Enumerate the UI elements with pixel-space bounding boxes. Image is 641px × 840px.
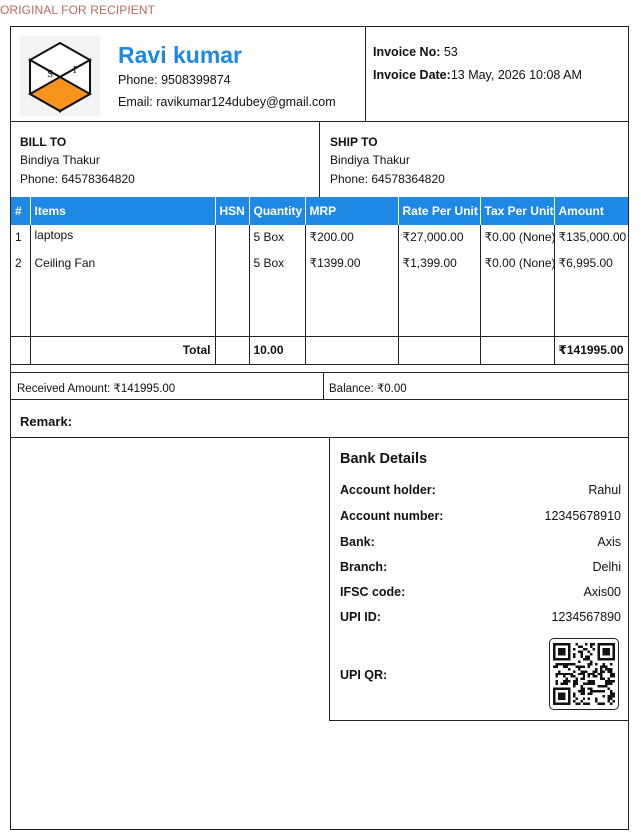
logo-letter-s: S (47, 70, 54, 80)
business-phone (118, 73, 231, 87)
row-hsn (215, 252, 249, 336)
ship-to-phone-value: 64578364820 (371, 172, 445, 186)
bank-details-title: Bank Details (340, 451, 428, 467)
invoice-date-value: 13 May, 2026 10:08 AM (450, 68, 582, 82)
row-amount: ₹135,000.00 (558, 230, 627, 244)
table-row (11, 225, 628, 252)
upi-qr-label: UPI QR: (340, 668, 388, 682)
col-header-rate: Rate Per Unit (398, 197, 480, 225)
row-item: Ceiling Fan (30, 252, 215, 336)
row-mrp: ₹200.00 (305, 225, 398, 252)
bill-to-name: Bindiya Thakur (20, 153, 100, 167)
bank-row-value: Rahul (588, 483, 621, 497)
total-rate-cell (398, 336, 480, 364)
remark-section (11, 400, 628, 438)
col-header-items: Items (30, 197, 215, 225)
ship-to-section (320, 122, 628, 197)
row-tax: ₹0.00 (None) (480, 252, 554, 336)
items-table (11, 197, 628, 365)
row-item: laptops (30, 225, 215, 252)
upi-qr-code (549, 638, 619, 710)
row-rate: ₹1,399.00 (398, 252, 480, 336)
bill-to-title: BILL TO (20, 135, 67, 149)
qr-code-icon (553, 642, 615, 706)
bank-row-value: Delhi (592, 560, 621, 574)
bank-row-value: Axis (597, 535, 621, 549)
invoice-document (10, 26, 629, 830)
bank-row-label: Branch: (340, 560, 388, 574)
header-divider (365, 27, 366, 121)
total-tax-cell (480, 336, 554, 364)
bill-to-section (11, 122, 320, 197)
logo-letter-i: I (73, 66, 77, 76)
table-row (11, 252, 628, 336)
ship-to-phone-label: Phone: (330, 172, 372, 186)
bill-to-phone (20, 172, 135, 186)
bill-to-phone-label: Phone: (20, 172, 62, 186)
row-mrp: ₹1399.00 (305, 252, 398, 336)
row-quantity: 5 Box (249, 252, 305, 336)
bank-row-label: UPI ID: (340, 610, 381, 624)
bank-details (329, 438, 628, 721)
bank-row-label: Account holder: (340, 483, 436, 497)
bank-row-value: 12345678910 (544, 509, 621, 523)
invoice-date (373, 68, 582, 82)
business-email-label: Email: (118, 95, 157, 109)
row-index: 1 (11, 225, 30, 252)
row-quantity: 5 Box (249, 225, 305, 252)
business-phone-value: 9508399874 (161, 73, 231, 87)
business-email (118, 95, 336, 109)
total-quantity: 10.00 (249, 336, 305, 364)
ship-to-name: Bindiya Thakur (330, 153, 410, 167)
copy-label: ORIGINAL FOR RECIPIENT (0, 3, 156, 17)
row-tax: ₹0.00 (None) (480, 225, 554, 252)
row-hsn (215, 225, 249, 252)
bank-row-label: IFSC code: (340, 585, 406, 599)
invoice-number-label: Invoice No: (373, 45, 441, 59)
total-label: Total (30, 336, 215, 364)
remark-label: Remark: (20, 414, 73, 429)
row-amount: ₹6,995.00 (558, 256, 613, 270)
col-header-index: # (11, 197, 30, 225)
payment-summary (10, 372, 629, 400)
col-header-amount: Amount (554, 197, 628, 225)
invoice-number-value: 53 (440, 45, 458, 59)
business-name: Ravi kumar (118, 42, 243, 68)
bank-row-label: Bank: (340, 535, 375, 549)
col-header-tax: Tax Per Unit (480, 197, 554, 225)
received-amount: Received Amount: ₹141995.00 (17, 383, 176, 395)
row-index: 2 (11, 252, 30, 336)
business-phone-label: Phone: (118, 73, 162, 87)
business-email-value: ravikumar124dubey@gmail.com (156, 95, 336, 109)
payment-divider (323, 373, 324, 400)
col-header-hsn: HSN (215, 197, 249, 225)
ship-to-title: SHIP TO (330, 135, 378, 149)
total-amount: ₹141995.00 (554, 336, 628, 364)
bill-to-phone-value: 64578364820 (61, 172, 135, 186)
invoice-date-label: Invoice Date: (373, 68, 451, 82)
cube-logo-icon (20, 36, 100, 116)
bank-row-value: Axis00 (583, 585, 621, 599)
invoice-header (11, 27, 628, 122)
bank-row-value: 1234567890 (551, 610, 621, 624)
col-header-mrp: MRP (305, 197, 398, 225)
balance-amount: Balance: ₹0.00 (329, 383, 407, 395)
bank-row-label: Account number: (340, 509, 444, 523)
table-total-row (11, 336, 628, 364)
table-header-row (11, 197, 628, 225)
total-index-cell (11, 336, 30, 364)
invoice-number (373, 45, 458, 59)
row-rate: ₹27,000.00 (398, 225, 480, 252)
ship-to-phone (330, 172, 445, 186)
total-mrp-cell (305, 336, 398, 364)
col-header-quantity: Quantity (249, 197, 305, 225)
total-hsn-cell (215, 336, 249, 364)
business-logo (20, 36, 100, 116)
